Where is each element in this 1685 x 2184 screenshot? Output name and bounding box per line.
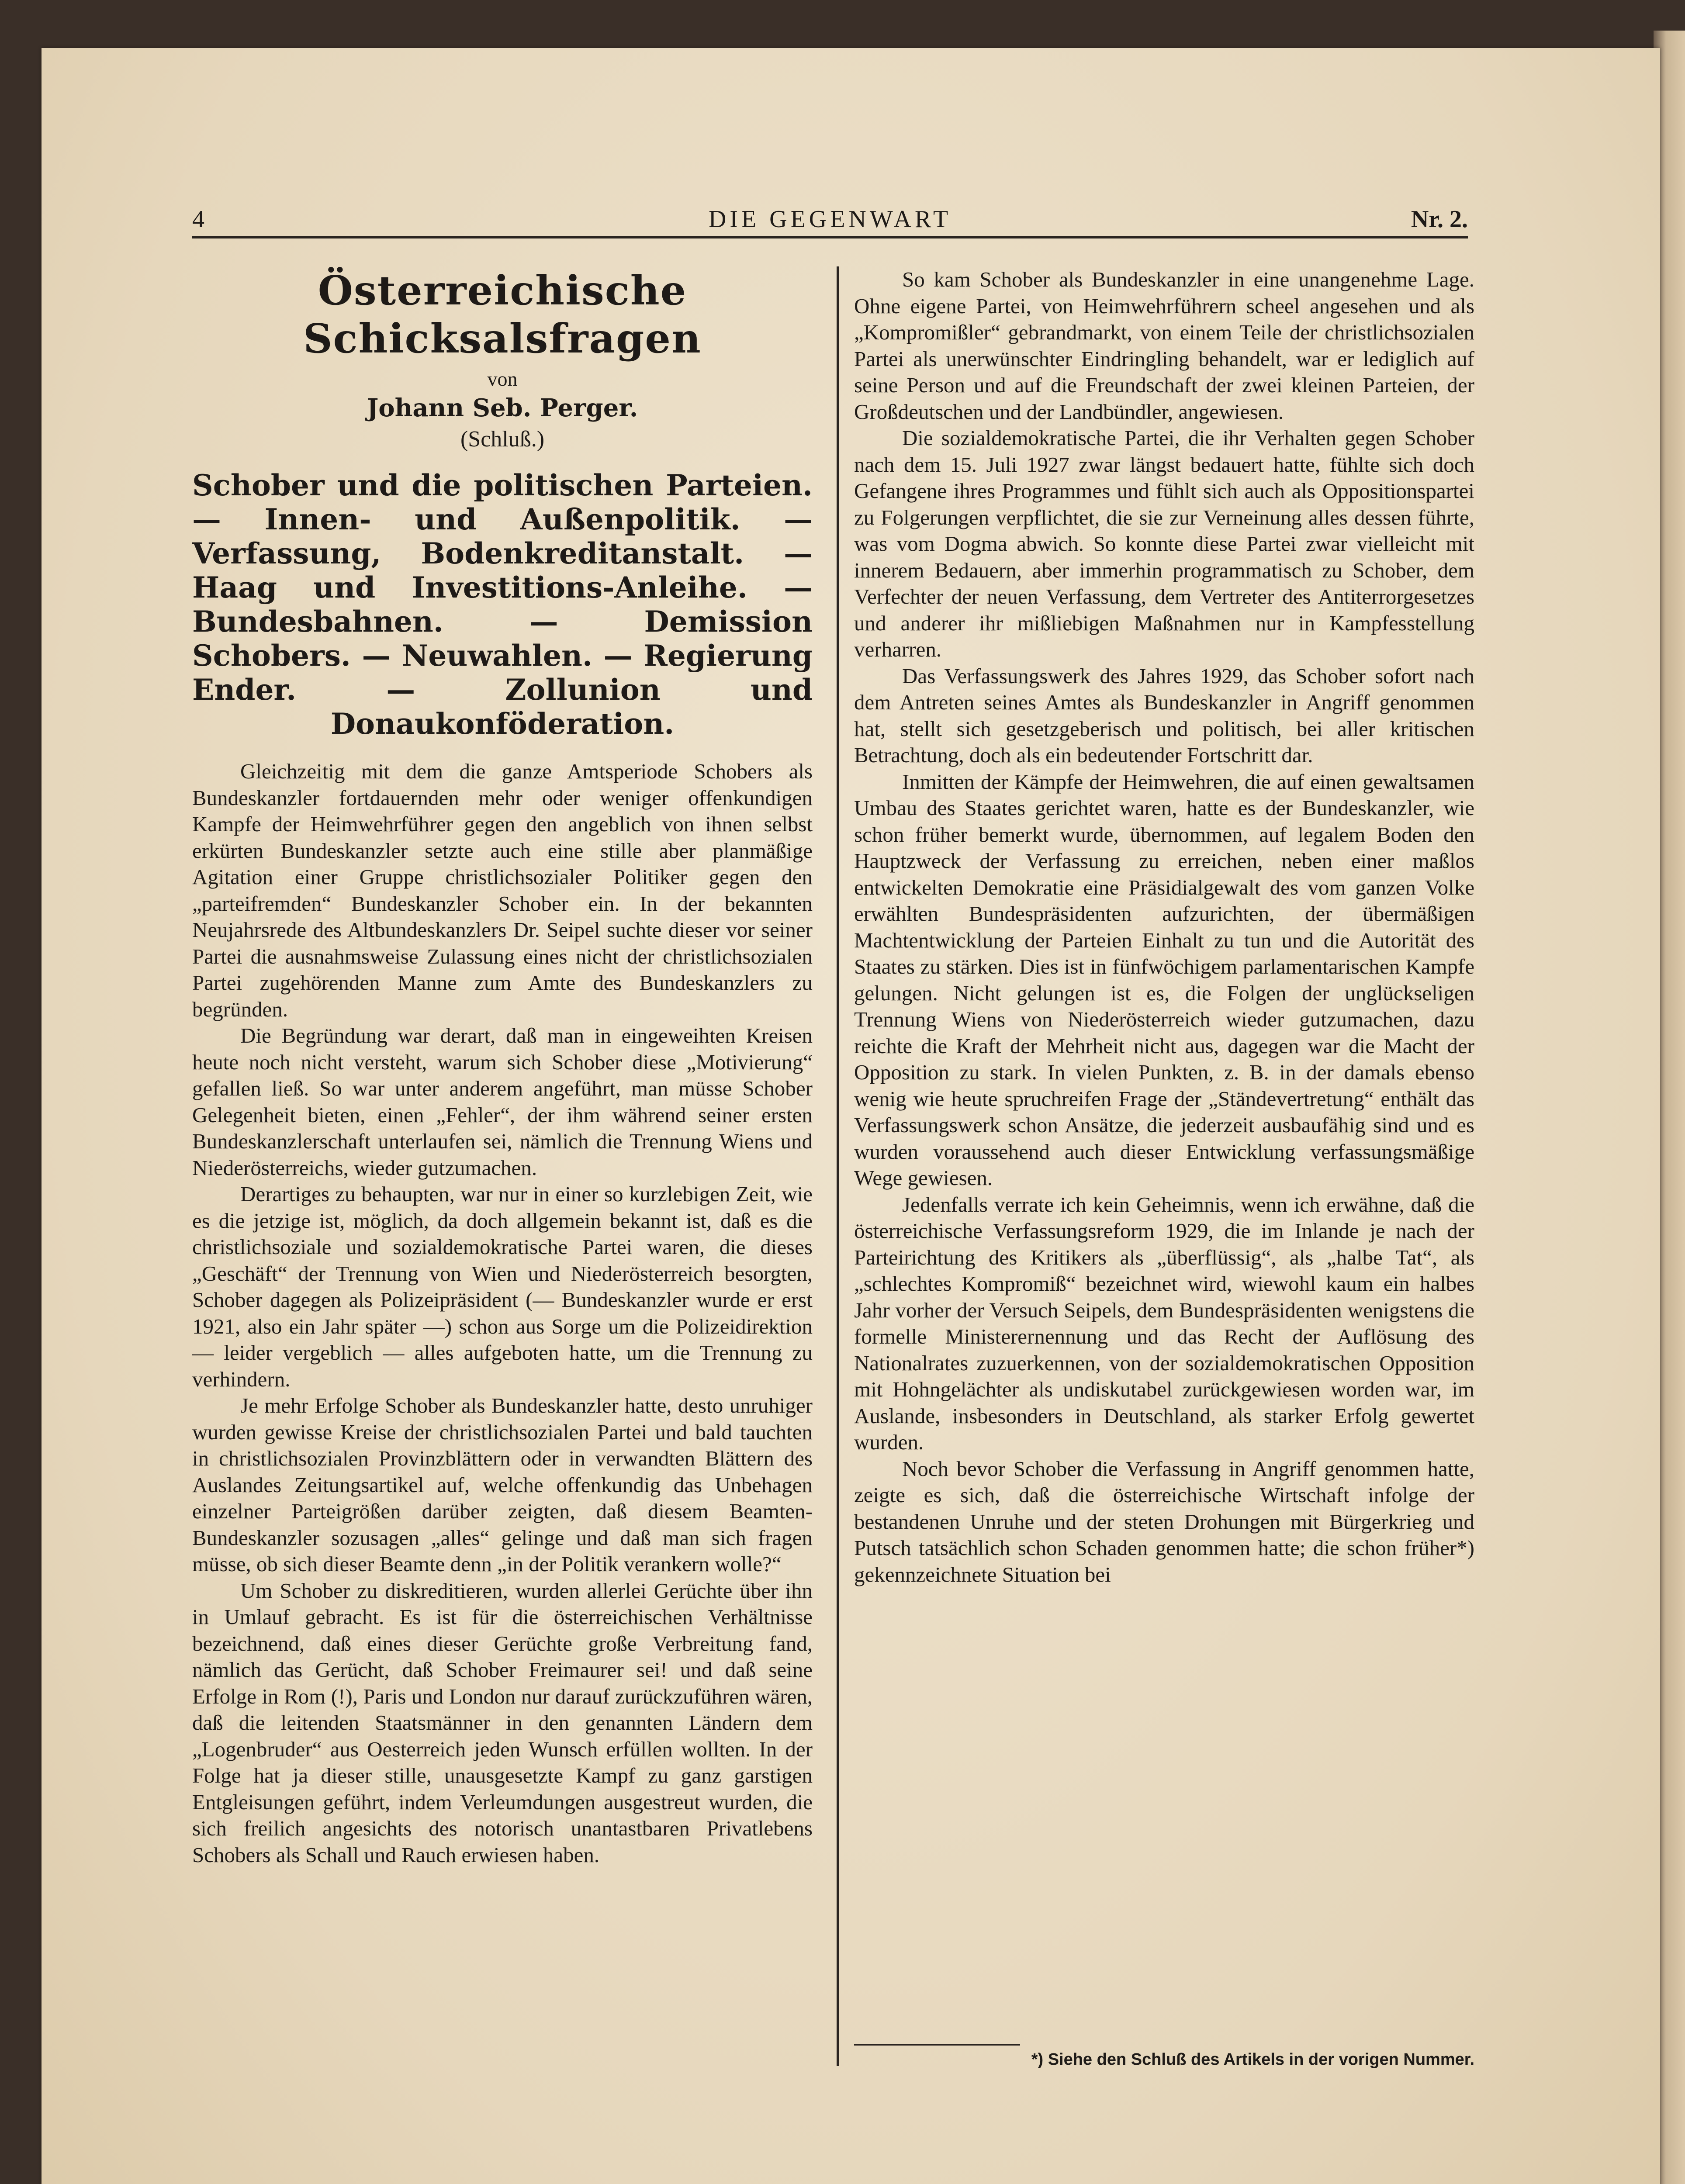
footnote: *) Siehe den Schluß des Artikels in der vorigen Nummer. bbox=[1031, 2050, 1474, 2069]
page-header bbox=[192, 205, 1468, 238]
right-paragraph: Noch bevor Schober die Verfassung in Angriff genommen hatte, zeigte es sich, daß die österreichische Wirtschaft infolge der bestandenen Unruhe und der steten Drohungen mit Bürgerkrieg und Putsch tatsächlich schon Schaden genommen hatte; die schon früher*) gekennzeichnete Situation bei bbox=[854, 1456, 1474, 1586]
article-subheading: Schober und die politischen Parteien. — Innen- und Außenpolitik. — Verfassung, Bodenkreditanstalt. — Haag und Investitions-Anleihe. — Bundesbahnen. — Demission Schobers. — Neuwahlen. — Regierung Ender. — Zollunion und Donaukonföderation. bbox=[192, 468, 813, 741]
column-divider bbox=[837, 266, 839, 2066]
left-column bbox=[192, 266, 813, 1868]
publication-title: DIE GEGENWART bbox=[708, 206, 952, 233]
article-author: Johann Seb. Perger. bbox=[367, 394, 638, 422]
left-paragraph: Derartiges zu behaupten, war nur in einer so kurzlebigen Zeit, wie es die jetzige ist, möglich, da doch allgemein bekannt ist, daß es die christlichsoziale und sozialdemokratische Partei waren, die dieses „Geschäft“ der Trennung von Wien und Niederösterreich besorgten, Schober dagegen als Polizeipräsident (— Bundeskanzler wurde er erst 1921, also ein Jahr später —) schon aus Sorge um die Polizeidirektion — leider vergeblich — alles aufgeboten hatte, um die Trennung zu verhindern. bbox=[192, 1182, 813, 1391]
right-paragraph: Die sozialdemokratische Partei, die ihr Verhalten gegen Schober nach dem 15. Juli 1927 zwar längst bedauert hatte, fühlte sich doch Gefangene ihres Programmes und fühlt sich auch als Oppositionspartei zu Folgerungen verpflichtet, die sie zur Verneinung alles dessen führte, was vom Dogma abwich. So konnte diese Partei zwar vielleicht mit innerem Bedauern, aber immerhin programmatisch zu Schober, dem Verfechter der neuen Verfassung, dem Vertreter des Antiterrorgesetzes und anderer ihr mißliebigen Maßnahmen nur in Kampfesstellung verharren. bbox=[854, 426, 1474, 661]
left-paragraph: Je mehr Erfolge Schober als Bundeskanzler hatte, desto unruhiger wurden gewisse Kreise der christlichsozialen Partei und bald tauchten in christlichsozialen Provinzblättern oder in verwandten Blättern des Auslandes Zeitungsartikel auf, welche offenkundig das Unbehagen einzelner Parteigrößen darüber zeigten, daß diesem Beamten-Bundeskanzler sozusagen „alles“ gelinge und daß man sich fragen müsse, ob sich dieser Beamte denn „in der Politik verankern wolle?“ bbox=[192, 1393, 813, 1576]
byline-von: von bbox=[487, 368, 518, 390]
right-column bbox=[854, 266, 1474, 1588]
right-paragraph: Inmitten der Kämpfe der Heimwehren, die auf einen gewaltsamen Umbau des Staates gerichtet waren, hatte es der Bundeskanzler, wie schon früher bemerkt wurde, übernommen, auf legalem Boden den Hauptzweck der Verfassung zu erreichen, neben einer maßlos entwickelten Demokratie eine Präsidialgewalt des vom ganzen Volke erwählten Bundespräsidenten aufzurichten, der übermäßigen Machtentwicklung der Parteien Einhalt zu tun und die Autorität des Staates zu stärken. Dies ist in fünfwöchigem parlamentarischen Kampfe gelungen. Nicht gelungen ist es, die Folgen der unglückseligen Trennung Wiens von Niederösterreich wieder gutzumachen, dazu reichte die Kraft der Mehrheit nicht aus, dagegen war die Macht der Opposition zu stark. In vielen Punkten, z. B. in der damals ebenso wenig wie heute spruchreifen Frage der „Ständevertretung“ enthält das Verfassungswerk schon Ansätze, die jederzeit ausbaufähig sind und es wurden voraussehend auch dieser Entwicklung verfassungsmäßige Wege gewiesen. bbox=[854, 769, 1474, 1190]
article-title: Österreichische Schicksalsfragen bbox=[303, 267, 702, 362]
right-paragraph: Das Verfassungswerk des Jahres 1929, das Schober sofort nach dem Antreten seines Amtes als Bundeskanzler in Angriff genommen hat, stellt sich gesetzgeberisch und politisch, bei aller kritischen Betrachtung, doch als ein bedeutender Fortschritt dar. bbox=[854, 663, 1474, 767]
page-number: 4 bbox=[192, 206, 204, 233]
right-paragraph: So kam Schober als Bundeskanzler in eine unangenehme Lage. Ohne eigene Partei, von Heimwehrführern scheel angesehen und als „Kompromißler“ gebrandmarkt, von einem Teile der christlichsozialen Partei als unerwünschter Eindringling behandelt, war er lediglich auf seine Person und auf die Freundschaft der zwei kleinen Parteien, der Großdeutschen und der Landbündler, angewiesen. bbox=[854, 267, 1474, 424]
left-paragraph: Um Schober zu diskreditieren, wurden allerlei Gerüchte über ihn in Umlauf gebracht. Es ist für die österreichischen Verhältnisse bezeichnend, daß eines dieser Gerüchte große Verbreitung fand, nämlich das Gerücht, daß Schober Freimaurer sei! und daß seine Erfolge in Rom (!), Paris und London nur darauf zurückzuführen wären, daß die leitenden Staatsmänner in den genannten Ländern dem „Logenbruder“ aus Oesterreich jeden Wunsch erfüllen wollten. In der Folge hat ja dieser stille, unausgesetzte Kampf zu ganz garstigen Entgleisungen geführt, indem Verleumdungen ausgestreut wurden, die sich freilich angesichts des notorisch unantastbaren Privatlebens Schobers als Schall und Rauch erwiesen haben. bbox=[192, 1578, 813, 1867]
left-paragraph: Die Begründung war derart, daß man in eingeweihten Kreisen heute noch nicht versteht, warum sich Schober diese „Motivierung“ gefallen ließ. So war unter anderem angeführt, man müsse Schober Gelegenheit bieten, einen „Fehler“, der ihm während seiner ersten Bundeskanzlerschaft unterlaufen sei, nämlich die Trennung Wiens und Niederösterreichs, wieder gutzumachen. bbox=[192, 1023, 813, 1180]
continuation-note: (Schluß.) bbox=[460, 427, 545, 452]
footnote-rule bbox=[854, 2044, 1020, 2046]
issue-number: Nr. 2. bbox=[1411, 206, 1468, 233]
right-paragraph: Jedenfalls verrate ich kein Geheimnis, wenn ich erwähne, daß die österreichische Verfassungsreform 1929, die im Inlande je nach der Parteirichtung des Kritikers als „überflüssig“, als „halbe Tat“, als „schlechtes Kompromiß“ bezeichnet wird, wiewohl kaum ein halbes Jahr vorher der Versuch Seipels, dem Bundespräsidenten wenigstens die formelle Ministerernennung und das Recht der Auflösung des Nationalrates zuzuerkennen, von der sozialdemokratischen Opposition mit Hohngelächter als undiskutabel zurückgewiesen worden war, im Auslande, insbesonders in Deutschland, als starker Erfolg gewertet wurden. bbox=[854, 1192, 1474, 1454]
left-paragraph: Gleichzeitig mit dem die ganze Amtsperiode Schobers als Bundeskanzler fortdauernden mehr oder weniger offenkundigen Kampfe der Heimwehrführer gegen den angeblich von ihnen selbst erkürten Bundeskanzler setzte auch eine stille aber planmäßige Agitation einer Gruppe christlichsozialer Politiker gegen den „parteifremden“ Bundeskanzler Schober ein. In der bekannten Neujahrsrede des Altbundeskanzlers Dr. Seipel suchte dieser vor seiner Partei die ausnahmsweise Zulassung eines nicht der christlichsozialen Partei zugehörenden Manne zum Amte des Bundeskanzlers zu begründen. bbox=[192, 759, 813, 1021]
